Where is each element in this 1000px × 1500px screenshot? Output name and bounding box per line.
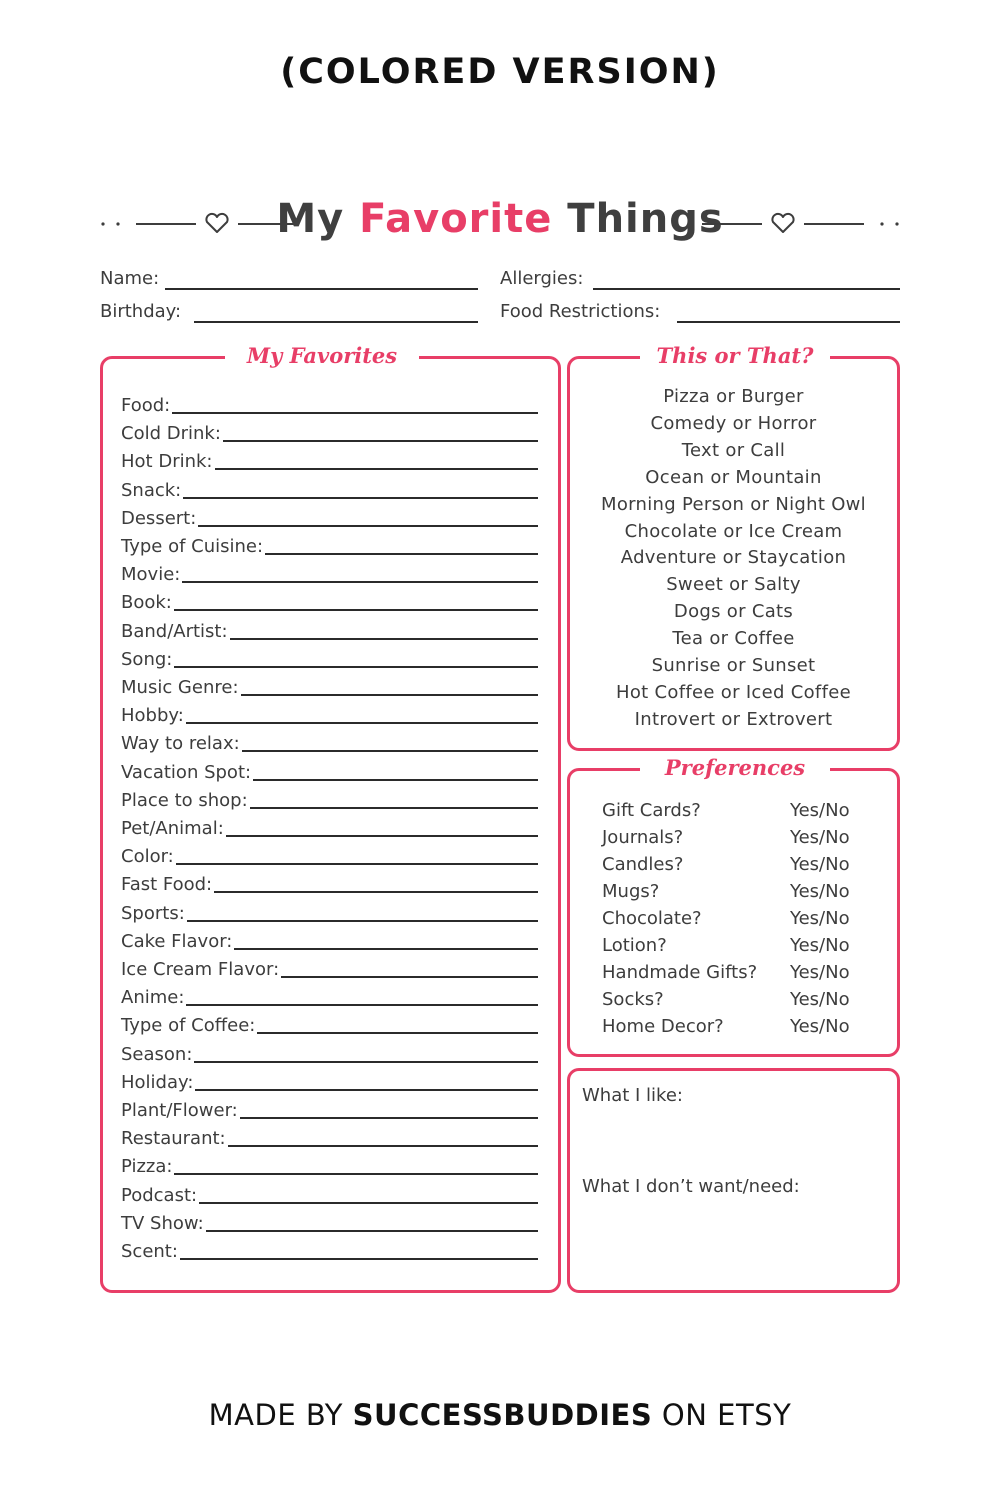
this-or-that-item[interactable]: Pizza or Burger: [663, 386, 804, 407]
favorite-row: [121, 1009, 538, 1037]
favorite-row: [121, 727, 538, 755]
favorite-answer-line[interactable]: [172, 412, 538, 414]
preference-row: [602, 881, 877, 907]
this-or-that-panel: [567, 343, 900, 751]
allergies-field[interactable]: [593, 288, 900, 290]
favorite-row: [121, 784, 538, 812]
favorite-row: [121, 417, 538, 445]
favorite-row: [121, 502, 538, 530]
favorite-answer-line[interactable]: [198, 525, 538, 527]
favorite-row: [121, 615, 538, 643]
this-or-that-item[interactable]: Dogs or Cats: [673, 601, 794, 623]
favorite-row: [121, 530, 538, 558]
favorite-row: [121, 1038, 538, 1066]
favorite-answer-line[interactable]: [281, 976, 538, 978]
favorite-label: Type of Cuisine:: [121, 536, 264, 557]
this-or-that-item[interactable]: Sweet or Salty: [666, 574, 801, 596]
favorite-row: [121, 558, 538, 586]
favorite-answer-line[interactable]: [240, 1117, 538, 1119]
likes-panel: [567, 1068, 900, 1293]
favorite-row: [121, 812, 538, 840]
favorite-answer-line[interactable]: [253, 779, 538, 781]
preference-answer[interactable]: Yes/No: [790, 800, 850, 821]
favorite-answer-line[interactable]: [265, 553, 538, 555]
footer-brand: SUCCESSBUDDIES: [352, 1398, 653, 1432]
favorite-answer-line[interactable]: [186, 1004, 538, 1006]
preference-answer[interactable]: Yes/No: [790, 935, 850, 956]
favorite-row: [121, 1150, 538, 1178]
favorite-label: Restaurant:: [121, 1128, 226, 1150]
favorites-panel: [100, 343, 561, 1293]
this-or-that-item[interactable]: Text or Call: [681, 439, 786, 461]
favorite-row: [121, 1066, 538, 1094]
favorite-row: [121, 474, 538, 502]
favorite-label: Sports:: [121, 902, 185, 924]
favorite-row: [121, 643, 538, 671]
favorite-row: [121, 1235, 538, 1263]
what-i-dont-want-label: What I don’t want/need:: [582, 1176, 800, 1197]
favorite-label: Book:: [121, 592, 172, 614]
preference-row: [602, 989, 877, 1015]
preference-answer[interactable]: Yes/No: [790, 989, 850, 1010]
favorite-answer-line[interactable]: [182, 581, 538, 583]
favorite-label: Song:: [121, 648, 173, 670]
food-restrictions-field[interactable]: [677, 321, 900, 323]
preferences-heading: Preferences: [640, 755, 830, 780]
favorite-row: [121, 1207, 538, 1235]
preference-question: Chocolate?: [602, 908, 702, 929]
preference-question: Home Decor?: [602, 1016, 724, 1037]
this-or-that-item[interactable]: Hot Coffee or Iced Coffee: [616, 681, 851, 703]
favorite-label: Way to relax:: [121, 733, 240, 755]
preference-answer[interactable]: Yes/No: [790, 854, 850, 875]
footer-suffix: ON ETSY: [652, 1398, 792, 1432]
favorite-label: Podcast:: [121, 1184, 198, 1206]
favorite-answer-line[interactable]: [176, 863, 538, 865]
header-caption: (COLORED VERSION): [280, 52, 720, 92]
name-field[interactable]: [165, 288, 478, 290]
favorite-row: [121, 389, 538, 417]
favorite-answer-line[interactable]: [186, 722, 538, 724]
favorite-label: Snack:: [121, 479, 182, 501]
favorite-row: [121, 671, 538, 699]
favorite-label: Place to shop:: [121, 789, 248, 811]
preference-question: Mugs?: [602, 881, 660, 902]
this-or-that-item[interactable]: Ocean or Mountain: [645, 466, 822, 488]
favorite-row: [121, 953, 538, 981]
favorite-label: Holiday:: [121, 1071, 194, 1093]
favorite-row: [121, 1179, 538, 1207]
preference-row: [602, 935, 877, 961]
footer-caption: [0, 1398, 1000, 1432]
favorite-answer-line[interactable]: [234, 948, 538, 950]
preference-row: [602, 854, 877, 880]
favorite-row: [121, 445, 538, 473]
this-or-that-heading: This or That?: [640, 343, 830, 368]
birthday-field[interactable]: [194, 321, 478, 323]
favorite-answer-line[interactable]: [230, 638, 538, 640]
this-or-that-item[interactable]: Adventure or Staycation: [620, 547, 847, 569]
favorite-answer-line[interactable]: [183, 497, 538, 499]
favorite-label: Hot Drink:: [121, 451, 213, 473]
favorite-label: Band/Artist:: [121, 620, 228, 642]
favorite-answer-line[interactable]: [215, 468, 539, 470]
footer-prefix: MADE BY: [208, 1398, 353, 1432]
favorite-label: Pizza:: [121, 1156, 173, 1178]
birthday-label: Birthday:: [100, 301, 182, 322]
favorite-answer-line[interactable]: [199, 1202, 538, 1204]
preference-question: Socks?: [602, 989, 664, 1010]
favorite-label: Dessert:: [121, 507, 197, 529]
favorite-label: Movie:: [121, 564, 181, 586]
this-or-that-item[interactable]: Tea or Coffee: [672, 628, 795, 650]
favorite-label: Anime:: [121, 987, 185, 1009]
preference-row: [602, 908, 877, 934]
favorite-answer-line[interactable]: [195, 1089, 538, 1091]
food-restrictions-label: Food Restrictions:: [500, 301, 661, 322]
preference-row: [602, 962, 877, 988]
favorite-answer-line[interactable]: [214, 891, 538, 893]
title-word-my: My: [276, 196, 345, 242]
title-word-things: Things: [567, 196, 724, 242]
preference-question: Lotion?: [602, 935, 667, 956]
what-i-like-label: What I like:: [582, 1085, 683, 1106]
favorite-label: Season:: [121, 1043, 193, 1065]
favorite-answer-line[interactable]: [241, 694, 538, 696]
preference-question: Gift Cards?: [602, 800, 701, 821]
favorite-label: Color:: [121, 846, 174, 868]
right-heart-divider-icon: [700, 204, 900, 238]
favorite-row: [121, 699, 538, 727]
favorite-row: [121, 897, 538, 925]
favorite-row: [121, 1094, 538, 1122]
favorite-label: Pet/Animal:: [121, 818, 224, 839]
preference-question: Candles?: [602, 854, 684, 875]
allergies-label: Allergies:: [500, 268, 584, 289]
favorite-label: Type of Coffee:: [121, 1015, 256, 1037]
favorite-row: [121, 925, 538, 953]
favorite-answer-line[interactable]: [223, 440, 538, 442]
favorite-label: Plant/Flower:: [121, 1100, 238, 1121]
favorite-answer-line[interactable]: [228, 1145, 538, 1147]
preference-answer[interactable]: Yes/No: [790, 908, 850, 929]
favorite-label: Ice Cream Flavor:: [121, 959, 280, 980]
favorite-answer-line[interactable]: [206, 1230, 538, 1232]
favorites-heading: My Favorites: [225, 343, 419, 368]
preference-answer[interactable]: Yes/No: [790, 962, 850, 983]
favorite-row: [121, 756, 538, 784]
favorite-row: [121, 981, 538, 1009]
favorite-answer-line[interactable]: [257, 1032, 538, 1034]
this-or-that-item[interactable]: Comedy or Horror: [650, 412, 817, 434]
preference-question: Journals?: [602, 827, 684, 848]
favorite-row: [121, 586, 538, 614]
favorite-row: [121, 868, 538, 896]
favorite-answer-line[interactable]: [226, 835, 538, 837]
preference-answer[interactable]: Yes/No: [790, 881, 850, 902]
preference-row: [602, 827, 877, 853]
favorite-answer-line[interactable]: [180, 1258, 538, 1260]
favorite-answer-line[interactable]: [187, 920, 538, 922]
favorite-answer-line[interactable]: [174, 1173, 538, 1175]
title-word-favorite: Favorite: [359, 196, 553, 242]
favorite-answer-line[interactable]: [250, 807, 538, 809]
favorite-row: [121, 1122, 538, 1150]
title-row: [100, 196, 900, 246]
name-label: Name:: [100, 268, 160, 289]
favorite-label: Scent:: [121, 1241, 178, 1262]
preference-answer[interactable]: Yes/No: [790, 1016, 850, 1037]
preferences-panel: [567, 755, 900, 1057]
favorite-label: Cold Drink:: [121, 423, 221, 445]
favorite-label: Vacation Spot:: [121, 761, 252, 783]
favorite-label: TV Show:: [121, 1212, 204, 1234]
favorite-label: Hobby:: [121, 705, 184, 727]
preference-answer[interactable]: Yes/No: [790, 827, 850, 848]
this-or-that-item[interactable]: Introvert or Extrovert: [634, 708, 833, 730]
preference-question: Handmade Gifts?: [602, 962, 758, 983]
favorite-label: Music Genre:: [121, 677, 239, 698]
favorite-answer-line[interactable]: [174, 609, 538, 611]
this-or-that-item[interactable]: Chocolate or Ice Cream: [624, 520, 843, 542]
favorite-label: Cake Flavor:: [121, 930, 233, 952]
favorite-label: Fast Food:: [121, 874, 213, 896]
preference-row: [602, 800, 877, 826]
preference-row: [602, 1016, 877, 1042]
favorite-row: [121, 840, 538, 868]
favorite-answer-line[interactable]: [174, 666, 538, 668]
this-or-that-item[interactable]: Morning Person or Night Owl: [600, 493, 866, 515]
this-or-that-item[interactable]: Sunrise or Sunset: [651, 655, 816, 676]
favorite-answer-line[interactable]: [194, 1061, 538, 1063]
favorite-label: Food:: [121, 395, 171, 416]
favorite-answer-line[interactable]: [242, 750, 538, 752]
